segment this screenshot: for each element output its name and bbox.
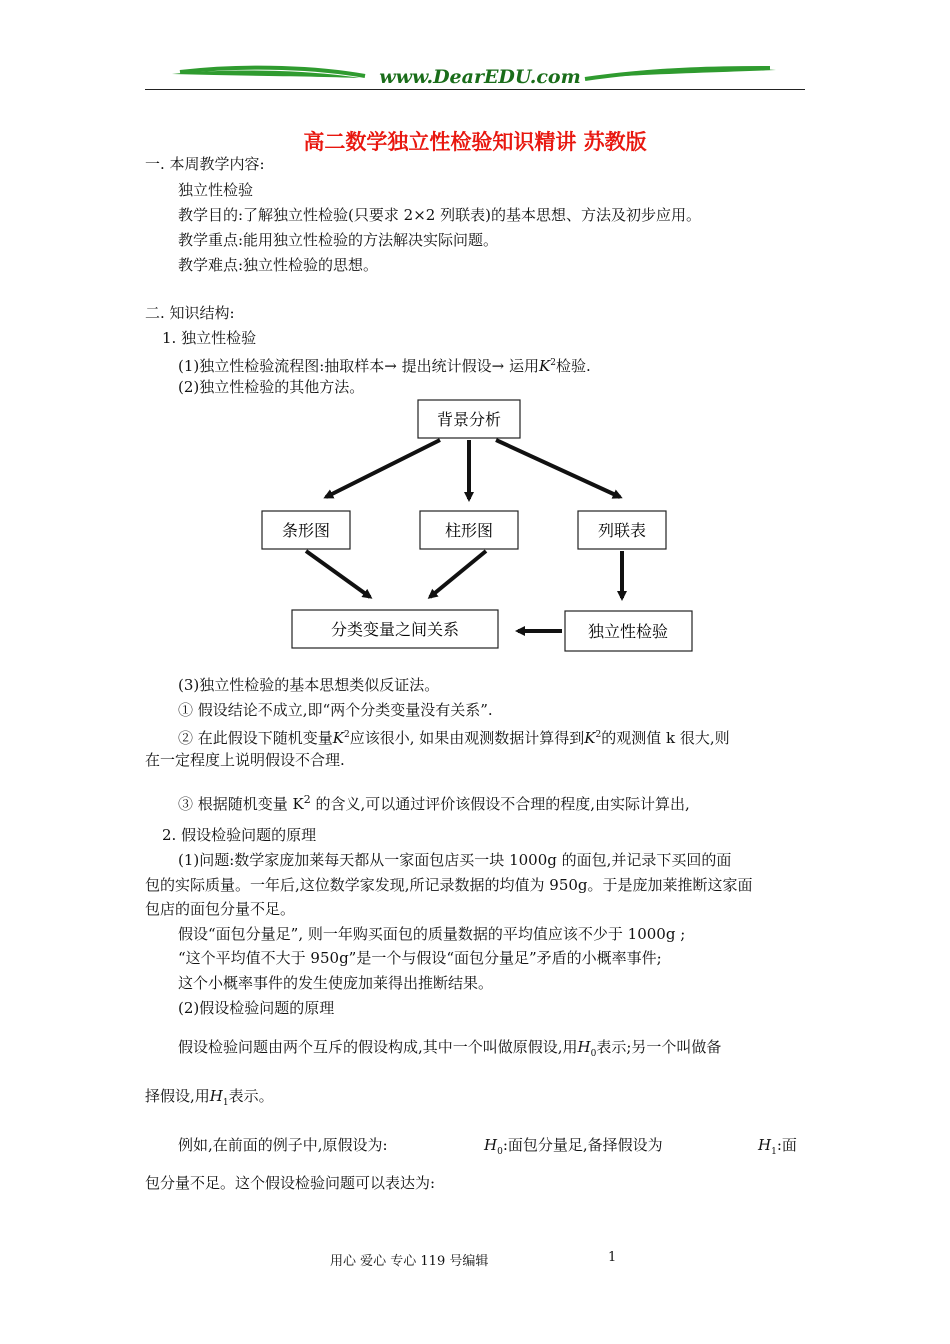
c2-part-c: 的观测值 k 很大,则: [601, 729, 730, 747]
section2-p1: [178, 353, 591, 376]
arrow-to-contingency-table: [496, 440, 620, 497]
section4-e1-c: [758, 1135, 797, 1162]
section1-key: 教学重点:能用独立性检验的方法解决实际问题。: [178, 231, 499, 249]
section4-a3: 这个小概率事件的发生使庞加莱得出推断结果。: [178, 974, 494, 992]
k-exponent: 2: [595, 730, 602, 740]
label-background-analysis: 背景分析: [436, 410, 502, 429]
h-symbol: H: [484, 1136, 498, 1154]
k-symbol: K: [332, 729, 344, 747]
h-subscript: 0: [497, 1147, 503, 1157]
label-contingency-table: 列联表: [597, 521, 647, 540]
c3-part-b: 的含义,可以通过评价该假设不合理的程度,由实际计算出,: [310, 795, 690, 813]
section3-c2-line2: 在一定程度上说明假设不合理.: [145, 751, 345, 769]
section1-difficulty: 教学难点:独立性检验的思想。: [178, 256, 379, 274]
h2-part-a: 择假设,用: [145, 1087, 210, 1105]
section1-heading: 一. 本周教学内容:: [145, 155, 265, 173]
h-subscript: 0: [590, 1049, 597, 1059]
header-rule: [145, 89, 805, 90]
section4-q1: (1)问题:数学家庞加莱每天都从一家面包店买一块 1000g 的面包,并记录下买回的面: [178, 851, 732, 869]
h-subscript: 1: [222, 1098, 229, 1108]
arrow-bar-to-relation: [306, 551, 370, 597]
k-symbol: K: [538, 357, 551, 375]
section3-p3: (3)独立性检验的基本思想类似反证法。: [178, 676, 440, 694]
h-symbol: H: [577, 1038, 591, 1056]
page-title: 高二数学独立性检验知识精讲 苏教版: [303, 129, 647, 154]
k-exponent: 2: [344, 730, 350, 740]
section1-goal: 教学目的:了解独立性检验(只要求 2×2 列联表)的基本思想、方法及初步应用。: [178, 206, 701, 224]
section4-h1: [178, 1037, 721, 1064]
section4-p2: (2)假设检验问题的原理: [178, 999, 335, 1017]
label-bar-chart: 条形图: [281, 521, 331, 540]
page-number: 1: [608, 1250, 617, 1265]
k-exponent: 2: [550, 358, 556, 368]
h-symbol: H: [758, 1136, 772, 1154]
section4-q2: 包的实际质量。一年后,这位数学家发现,所记录数据的均值为 950g。于是庞加莱推断这家面: [145, 876, 753, 894]
section4-e2: 包分量不足。这个假设检验问题可以表达为:: [145, 1174, 436, 1192]
section4-a1: 假设“面包分量足”, 则一年购买面包的质量数据的平均值应该不少于 1000g ;: [178, 925, 686, 943]
arrow-to-bar-chart: [326, 440, 440, 497]
section4-e1-b: [484, 1135, 663, 1162]
section4-q3: 包店的面包分量不足。: [145, 900, 296, 918]
logo-text: www.DearEDU.com: [379, 66, 581, 88]
label-independence-test: 独立性检验: [587, 622, 669, 641]
section4-h2: [145, 1086, 274, 1113]
p1-prefix: (1)独立性检验流程图:抽取样本→ 提出统计假设→ 运用: [178, 357, 539, 375]
section2-heading: 二. 知识结构:: [145, 304, 235, 322]
h1-part-a: 假设检验问题由两个互斥的假设构成,其中一个叫做原假设,用: [178, 1038, 578, 1056]
flow-diagram: [240, 395, 710, 660]
section3-c2: [178, 725, 730, 748]
e1-part-c: :面: [776, 1136, 797, 1154]
h2-part-b: 表示。: [228, 1087, 274, 1105]
header-logo: [170, 62, 780, 92]
label-column-chart: 柱形图: [444, 521, 494, 540]
section2-item1: 1. 独立性检验: [162, 329, 257, 347]
h-symbol: H: [209, 1087, 223, 1105]
section4-item2: 2. 假设检验问题的原理: [162, 826, 317, 844]
footer-text: 用心 爱心 专心 119 号编辑: [330, 1254, 489, 1269]
section1-topic: 独立性检验: [178, 181, 254, 199]
c3-part-a: ③ 根据随机变量 K: [178, 795, 304, 813]
label-variable-relation: 分类变量之间关系: [330, 620, 460, 639]
h1-part-b: 表示;另一个叫做备: [596, 1038, 722, 1056]
section3-c3: [178, 790, 690, 814]
h-subscript: 1: [771, 1147, 777, 1157]
c2-part-b: 应该很小, 如果由观测数据计算得到: [349, 729, 585, 747]
e1-part-b: :面包分量足,备择假设为: [502, 1136, 663, 1154]
p1-suffix: 检验.: [555, 357, 591, 375]
section3-c1: ① 假设结论不成立,即“两个分类变量没有关系”.: [178, 701, 493, 719]
c2-part-a: ② 在此假设下随机变量: [178, 729, 333, 747]
section4-e1-a: 例如,在前面的例子中,原假设为:: [178, 1136, 388, 1154]
k-exponent: 2: [303, 793, 311, 806]
k-symbol: K: [584, 729, 596, 747]
section2-p2: (2)独立性检验的其他方法。: [178, 378, 365, 396]
arrow-column-to-relation: [430, 551, 486, 597]
section4-a2: “这个平均值不大于 950g”是一个与假设“面包分量足”矛盾的小概率事件;: [178, 949, 662, 967]
